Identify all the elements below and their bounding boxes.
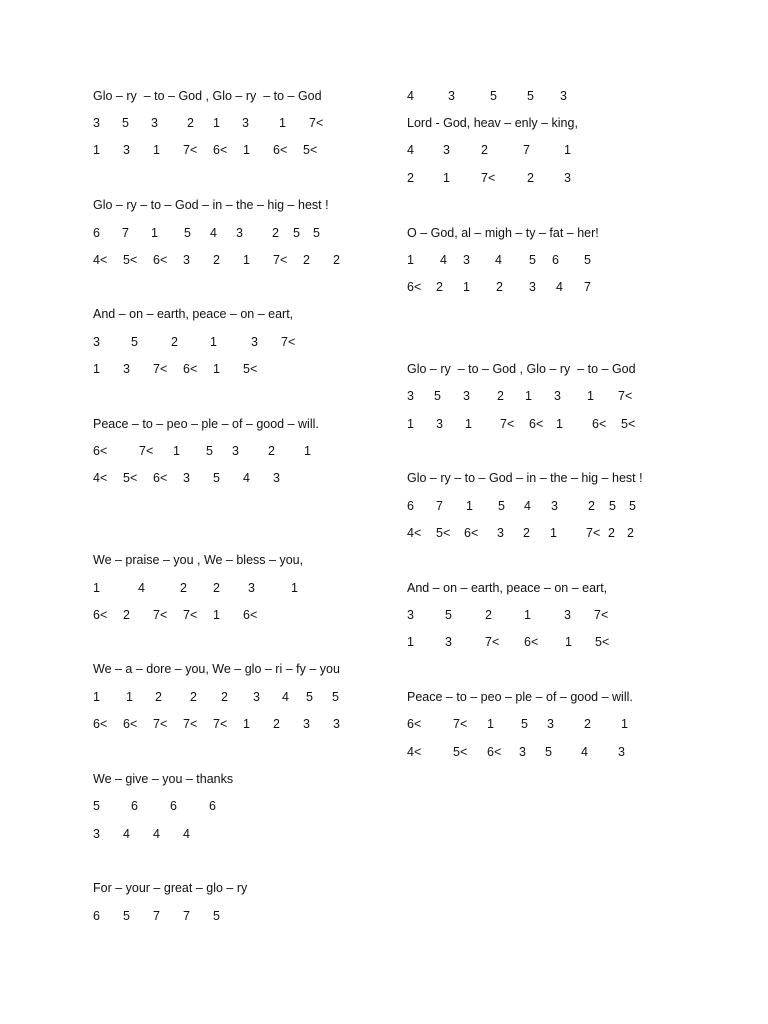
number-value: 7	[183, 909, 190, 923]
number-value: 5	[213, 909, 220, 923]
number-value: 1	[213, 362, 220, 376]
number-row	[407, 607, 647, 623]
number-value: 7	[584, 280, 591, 294]
number-value: 5	[293, 226, 300, 240]
lyric-line: We – give – you – thanks	[93, 772, 234, 786]
number-value: 2	[190, 690, 197, 704]
number-value: 7<	[183, 717, 198, 731]
number-value: 4	[440, 253, 447, 267]
number-value: 1	[291, 581, 298, 595]
number-value: 1	[173, 444, 180, 458]
number-value: 4	[282, 690, 289, 704]
number-value: 5	[490, 89, 497, 103]
number-value: 6	[93, 226, 100, 240]
number-value: 4<	[93, 471, 108, 485]
number-value: 5	[306, 690, 313, 704]
number-value: 3	[251, 335, 258, 349]
number-value: 7<	[594, 608, 609, 622]
number-value: 3	[443, 143, 450, 157]
number-value: 6<	[524, 635, 539, 649]
number-value: 3	[407, 389, 414, 403]
number-value: 6<	[407, 280, 422, 294]
number-value: 7<	[183, 143, 198, 157]
lyric-line: For – your – great – glo – ry	[93, 881, 248, 895]
number-value: 1	[463, 280, 470, 294]
number-value: 1	[126, 690, 133, 704]
number-value: 6	[93, 909, 100, 923]
number-value: 7	[523, 143, 530, 157]
number-value: 6	[209, 799, 216, 813]
number-value: 3	[248, 581, 255, 595]
number-value: 7<	[213, 717, 228, 731]
number-value: 6<	[213, 143, 228, 157]
number-value: 6<	[123, 717, 138, 731]
number-row	[407, 716, 647, 732]
number-value: 5	[609, 499, 616, 513]
number-value: 4	[210, 226, 217, 240]
number-value: 1	[556, 417, 563, 431]
number-value: 4	[123, 827, 130, 841]
number-value: 3	[547, 717, 554, 731]
number-value: 3	[273, 471, 280, 485]
number-row	[407, 525, 647, 541]
number-value: 2	[155, 690, 162, 704]
number-value: 2	[523, 526, 530, 540]
number-value: 7	[153, 909, 160, 923]
number-value: 3	[93, 827, 100, 841]
number-value: 2	[272, 226, 279, 240]
number-value: 1	[587, 389, 594, 403]
number-value: 3	[564, 608, 571, 622]
number-value: 5	[313, 226, 320, 240]
number-value: 1	[621, 717, 628, 731]
lyric-line: Glo – ry – to – God – in – the – hig – hest !	[407, 471, 643, 485]
number-value: 7<	[586, 526, 601, 540]
number-value: 3	[183, 471, 190, 485]
number-value: 3	[519, 745, 526, 759]
number-value: 3	[529, 280, 536, 294]
number-value: 6	[131, 799, 138, 813]
number-row	[407, 744, 647, 760]
number-value: 7<	[481, 171, 496, 185]
number-value: 2	[221, 690, 228, 704]
number-value: 1	[524, 608, 531, 622]
number-value: 5<	[243, 362, 258, 376]
number-value: 5	[332, 690, 339, 704]
number-value: 4	[407, 89, 414, 103]
number-value: 4	[243, 471, 250, 485]
number-value: 1	[213, 116, 220, 130]
number-row	[407, 252, 647, 268]
number-value: 2	[608, 526, 615, 540]
number-value: 2	[584, 717, 591, 731]
number-value: 3	[448, 89, 455, 103]
number-value: 1	[407, 253, 414, 267]
number-value: 1	[443, 171, 450, 185]
number-value: 5<	[303, 143, 318, 157]
number-value: 6<	[529, 417, 544, 431]
number-value: 2	[407, 171, 414, 185]
number-value: 1	[407, 417, 414, 431]
number-value: 1	[93, 690, 100, 704]
number-value: 2	[213, 253, 220, 267]
number-value: 1	[243, 717, 250, 731]
number-value: 2	[527, 171, 534, 185]
number-value: 6<	[93, 717, 108, 731]
number-value: 2	[497, 389, 504, 403]
number-value: 1	[565, 635, 572, 649]
number-value: 5<	[453, 745, 468, 759]
number-value: 4	[581, 745, 588, 759]
lyric-line: We – a – dore – you, We – glo – ri – fy – you	[93, 662, 340, 676]
number-value: 6<	[487, 745, 502, 759]
number-value: 7<	[309, 116, 324, 130]
number-value: 5	[206, 444, 213, 458]
number-value: 1	[466, 499, 473, 513]
number-value: 2	[180, 581, 187, 595]
number-value: 1	[550, 526, 557, 540]
number-value: 4	[407, 143, 414, 157]
number-value: 4	[138, 581, 145, 595]
number-value: 3	[463, 253, 470, 267]
number-value: 6<	[93, 444, 108, 458]
lyric-line: Glo – ry – to – God – in – the – hig – hest !	[93, 198, 329, 212]
number-value: 5	[498, 499, 505, 513]
number-value: 1	[487, 717, 494, 731]
number-row	[407, 170, 647, 186]
number-row	[407, 634, 647, 650]
number-value: 2	[187, 116, 194, 130]
number-value: 7<	[153, 362, 168, 376]
number-value: 5	[527, 89, 534, 103]
number-value: 4	[524, 499, 531, 513]
number-value: 7<	[500, 417, 515, 431]
number-value: 7<	[273, 253, 288, 267]
number-value: 3	[242, 116, 249, 130]
number-value: 4	[556, 280, 563, 294]
number-value: 5	[123, 909, 130, 923]
lyric-line: Peace – to – peo – ple – of – good – will.	[407, 690, 633, 704]
number-value: 2	[333, 253, 340, 267]
number-value: 1	[93, 581, 100, 595]
number-value: 6<	[273, 143, 288, 157]
number-value: 2	[588, 499, 595, 513]
number-value: 7<	[281, 335, 296, 349]
number-value: 5	[521, 717, 528, 731]
number-value: 6	[552, 253, 559, 267]
number-value: 3	[445, 635, 452, 649]
number-row	[407, 498, 647, 514]
number-value: 3	[333, 717, 340, 731]
number-value: 1	[525, 389, 532, 403]
number-value: 1	[465, 417, 472, 431]
number-value: 2	[303, 253, 310, 267]
lyric-line: Peace – to – peo – ple – of – good – will.	[93, 417, 319, 431]
number-value: 2	[496, 280, 503, 294]
number-row	[407, 142, 647, 158]
number-value: 1	[243, 143, 250, 157]
number-value: 5	[213, 471, 220, 485]
number-value: 5	[131, 335, 138, 349]
number-value: 3	[463, 389, 470, 403]
number-value: 3	[551, 499, 558, 513]
number-value: 7<	[183, 608, 198, 622]
number-value: 4	[183, 827, 190, 841]
number-value: 5	[529, 253, 536, 267]
number-value: 3	[183, 253, 190, 267]
number-value: 5	[584, 253, 591, 267]
number-value: 1	[407, 635, 414, 649]
number-value: 2	[171, 335, 178, 349]
number-value: 4<	[407, 745, 422, 759]
number-value: 4	[153, 827, 160, 841]
lyric-line: And – on – earth, peace – on – eart,	[407, 581, 608, 595]
number-value: 3	[497, 526, 504, 540]
number-value: 5<	[123, 471, 138, 485]
lyric-line: Glo – ry – to – God , Glo – ry – to – God	[407, 362, 636, 376]
number-value: 1	[93, 143, 100, 157]
number-value: 1	[304, 444, 311, 458]
number-value: 3	[407, 608, 414, 622]
lyric-line: Lord - God, heav – enly – king,	[407, 116, 578, 130]
number-value: 2	[485, 608, 492, 622]
number-value: 6<	[243, 608, 258, 622]
number-value: 6<	[592, 417, 607, 431]
number-value: 1	[151, 226, 158, 240]
number-value: 5<	[436, 526, 451, 540]
number-value: 3	[303, 717, 310, 731]
number-value: 6<	[153, 471, 168, 485]
number-value: 5	[122, 116, 129, 130]
number-value: 7<	[139, 444, 154, 458]
number-value: 3	[93, 335, 100, 349]
number-value: 3	[123, 143, 130, 157]
number-value: 3	[436, 417, 443, 431]
number-value: 6<	[464, 526, 479, 540]
number-value: 2	[481, 143, 488, 157]
number-value: 1	[93, 362, 100, 376]
number-value: 1	[279, 116, 286, 130]
number-row	[407, 279, 647, 295]
number-value: 1	[153, 143, 160, 157]
number-value: 7<	[618, 389, 633, 403]
lyric-line: And – on – earth, peace – on – eart,	[93, 307, 294, 321]
number-value: 5	[434, 389, 441, 403]
number-value: 2	[268, 444, 275, 458]
number-value: 6	[407, 499, 414, 513]
number-value: 7<	[153, 717, 168, 731]
number-value: 2	[627, 526, 634, 540]
number-value: 3	[236, 226, 243, 240]
number-value: 5<	[123, 253, 138, 267]
number-value: 1	[210, 335, 217, 349]
number-value: 2	[273, 717, 280, 731]
number-row	[407, 388, 647, 404]
number-value: 5	[445, 608, 452, 622]
lyric-line: We – praise – you , We – bless – you,	[93, 553, 304, 567]
number-value: 7	[122, 226, 129, 240]
number-value: 3	[253, 690, 260, 704]
number-value: 6<	[153, 253, 168, 267]
number-value: 5	[184, 226, 191, 240]
number-value: 3	[232, 444, 239, 458]
number-value: 3	[123, 362, 130, 376]
number-value: 7<	[485, 635, 500, 649]
number-value: 4	[495, 253, 502, 267]
number-value: 2	[213, 581, 220, 595]
number-value: 3	[554, 389, 561, 403]
number-value: 3	[151, 116, 158, 130]
number-value: 4<	[93, 253, 108, 267]
number-value: 3	[564, 171, 571, 185]
number-value: 3	[618, 745, 625, 759]
number-value: 5	[93, 799, 100, 813]
number-value: 1	[243, 253, 250, 267]
number-value: 6<	[93, 608, 108, 622]
number-value: 7<	[153, 608, 168, 622]
number-value: 1	[564, 143, 571, 157]
number-value: 6<	[183, 362, 198, 376]
number-row	[407, 416, 647, 432]
number-value: 3	[560, 89, 567, 103]
lyric-line: O – God, al – migh – ty – fat – her!	[407, 226, 599, 240]
number-value: 6<	[407, 717, 422, 731]
number-value: 5<	[595, 635, 610, 649]
lyric-line: Glo – ry – to – God , Glo – ry – to – God	[93, 89, 322, 103]
number-row	[407, 88, 647, 104]
number-value: 2	[436, 280, 443, 294]
number-value: 4<	[407, 526, 422, 540]
number-value: 5	[629, 499, 636, 513]
number-value: 7	[436, 499, 443, 513]
number-value: 7<	[453, 717, 468, 731]
number-value: 5<	[621, 417, 636, 431]
number-value: 3	[93, 116, 100, 130]
number-value: 2	[123, 608, 130, 622]
number-value: 6	[170, 799, 177, 813]
number-value: 1	[213, 608, 220, 622]
number-value: 5	[545, 745, 552, 759]
